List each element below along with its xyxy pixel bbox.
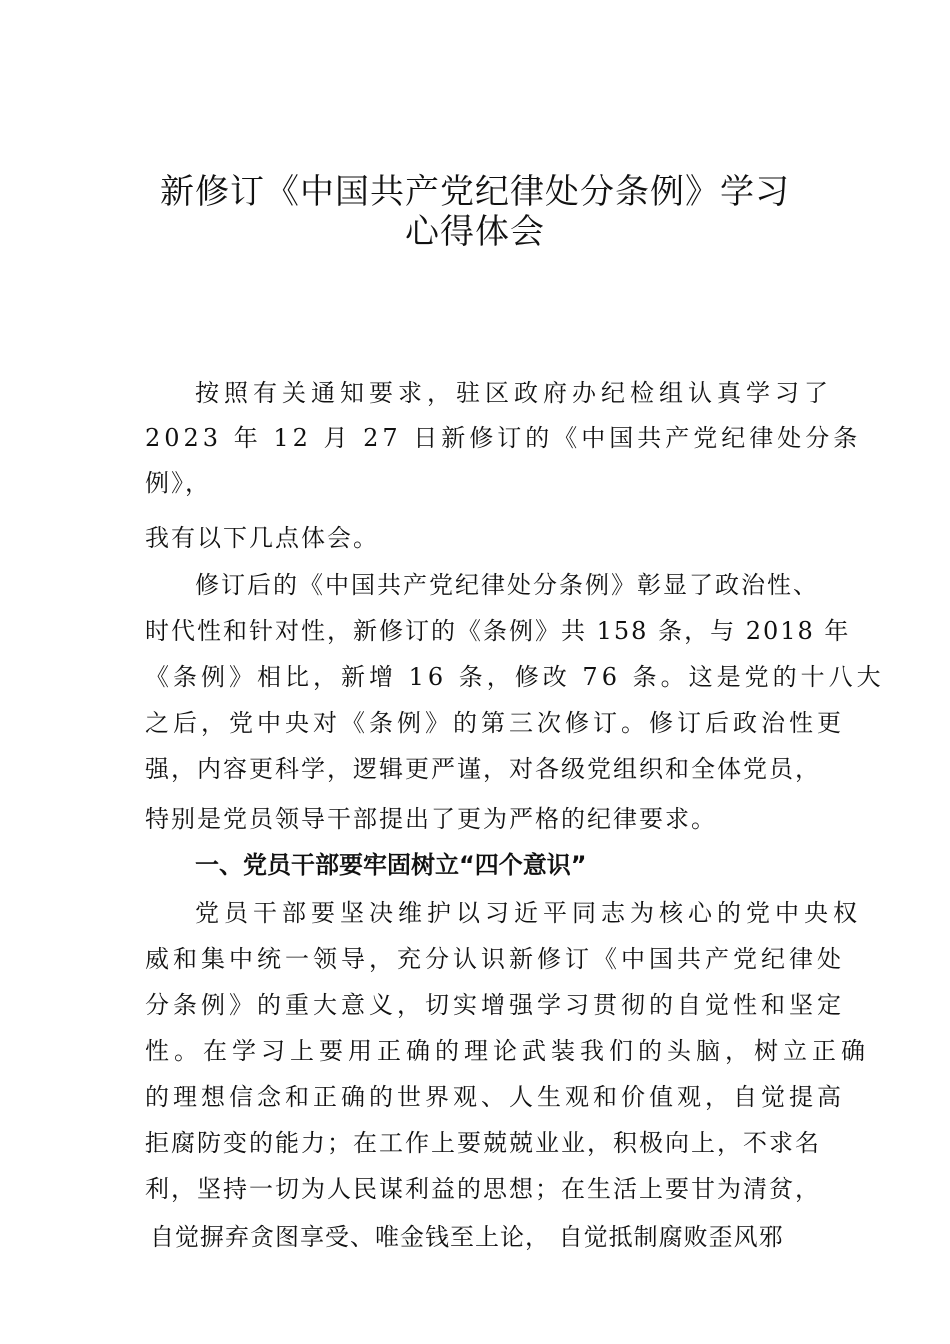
body-line: 时代性和针对性，新修订的《条例》共 158 条，与 2018 年 [145, 617, 851, 645]
body-line: 修订后的《中国共产党纪律处分条例》彰显了政治性、 [195, 571, 819, 599]
body-line: 强，内容更科学，逻辑更严谨，对各级党组织和全体党员， [145, 755, 821, 783]
body-line: 利，坚持一切为人民谋利益的思想；在生活上要甘为清贫， [145, 1175, 821, 1203]
body-line: 特别是党员领导干部提出了更为严格的纪律要求。 [145, 805, 717, 833]
body-line: 自觉摒弃贪图享受、唯金钱至上论， 自觉抵制腐败歪风邪 [150, 1223, 784, 1251]
body-line: 《条例》相比，新增 16 条，修改 76 条。这是党的十八大 [145, 663, 885, 691]
body-line: 2023 年 12 月 27 日新修订的《中国共产党纪律处分条 [145, 424, 862, 452]
document-title-line-1: 新修订《中国共产党纪律处分条例》学习 [160, 172, 790, 212]
section-heading: 一、党员干部要牢固树立“四个意识” [195, 851, 587, 879]
document-title-line-2: 心得体会 [405, 212, 545, 252]
body-line: 党员干部要坚决维护以习近平同志为核心的党中央权 [195, 899, 862, 927]
body-line: 我有以下几点体会。 [145, 524, 379, 552]
body-line: 之后，党中央对《条例》的第三次修订。修订后政治性更 [145, 709, 845, 737]
body-line: 按照有关通知要求，驻区政府办纪检组认真学习了 [195, 379, 833, 407]
body-line: 分条例》的重大意义，切实增强学习贯彻的自觉性和坚定 [145, 991, 845, 1019]
body-line: 拒腐防变的能力；在工作上要兢兢业业，积极向上，不求名 [145, 1129, 821, 1157]
body-line: 威和集中统一领导，充分认识新修订《中国共产党纪律处 [145, 945, 845, 973]
body-line: 例》， [145, 469, 211, 497]
body-line: 性。在学习上要用正确的理论武装我们的头脑，树立正确 [145, 1037, 870, 1065]
body-line: 的理想信念和正确的世界观、人生观和价值观，自觉提高 [145, 1083, 845, 1111]
